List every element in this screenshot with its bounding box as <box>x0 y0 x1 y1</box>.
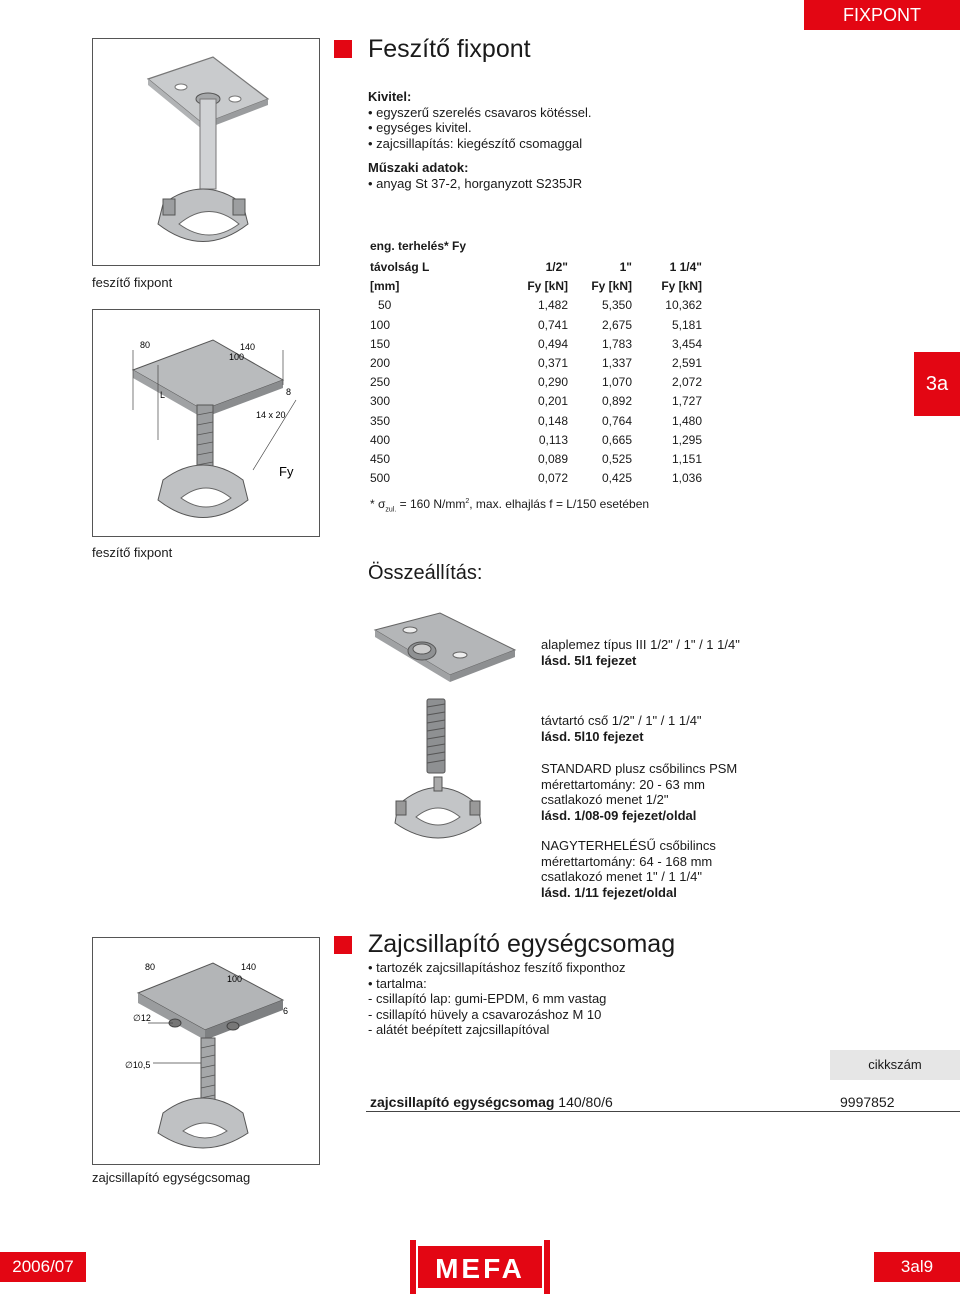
load-cell: 0,148 <box>537 413 568 428</box>
load-cell: 1,070 <box>601 375 632 390</box>
kivitel-list <box>368 105 788 152</box>
footnote-star: * σ <box>370 497 386 512</box>
spacer-tube-image <box>425 697 447 780</box>
item-ref: lásd. 1/11 fejezet/oldal <box>541 884 677 900</box>
item-text: csatlakozó menet 1/2" <box>541 792 669 807</box>
order-name: zajcsillapító egységcsomag <box>370 1094 555 1110</box>
load-cell: 3,454 <box>671 336 702 351</box>
kivitel-item: • zajcsillapítás: kiegészítő csomaggal <box>368 136 788 152</box>
item-text: távtartó cső 1/2" / 1" / 1 1/4" <box>541 713 702 728</box>
dim-L: L <box>160 390 166 400</box>
footer-date: 2006/07 <box>0 1252 86 1282</box>
item-text: mérettartomány: 64 - 168 mm <box>541 853 713 869</box>
table-row <box>370 392 702 411</box>
load-cell: 0,072 <box>537 471 568 486</box>
distance-cell: 150 <box>370 336 391 351</box>
footnote <box>370 497 710 513</box>
distance-cell: 500 <box>370 471 391 486</box>
dim-140: 140 <box>240 342 256 352</box>
technical-drawing <box>92 309 320 537</box>
base-plate-image <box>370 605 520 690</box>
kivitel-item: • egységes kivitel. <box>368 120 788 136</box>
table-row <box>370 469 702 488</box>
load-table-block <box>370 239 710 514</box>
load-cell: 1,337 <box>601 356 632 371</box>
damping-sub-item: - csillapító hüvely a csavarozáshoz M 10 <box>368 1006 602 1022</box>
damping-caption: zajcsillapító egységcsomag <box>92 1170 251 1185</box>
header-cell: Fy [kN] <box>591 279 632 294</box>
load-cell: 2,675 <box>601 317 632 332</box>
item-text: mérettartomány: 20 - 63 mm <box>541 776 705 792</box>
tech-list <box>368 176 788 192</box>
order-line <box>370 1094 613 1110</box>
item-text: csatlakozó menet 1" / 1 1/4" <box>541 869 702 884</box>
table-unit-row <box>370 277 702 296</box>
load-cell: 1,151 <box>671 452 702 467</box>
header-cell: [mm] <box>370 279 400 294</box>
load-cell: 2,591 <box>671 356 702 371</box>
footnote-value: = 160 N/mm <box>396 497 466 512</box>
pipe-clamp-image <box>388 775 488 852</box>
load-cell: 1,783 <box>601 336 632 351</box>
load-cell: 1,295 <box>671 432 702 447</box>
load-cell: 0,741 <box>537 317 568 332</box>
distance-cell: 250 <box>370 375 391 390</box>
load-cell: 10,362 <box>665 298 702 313</box>
kivitel-heading: Kivitel: <box>368 89 412 104</box>
load-cell: 1,727 <box>671 394 702 409</box>
table-row <box>370 412 702 431</box>
product-photo <box>92 38 320 266</box>
damping-item: • tartozék zajcsillapításhoz feszítő fixponthoz <box>368 960 788 976</box>
load-cell: 5,181 <box>671 317 702 332</box>
table-row <box>370 450 702 469</box>
distance-cell: 350 <box>370 413 391 428</box>
logo-text: MEFA <box>435 1253 525 1284</box>
tech-item: • anyag St 37-2, horganyzott S235JR <box>368 176 788 192</box>
load-cell: 0,113 <box>538 432 568 447</box>
dim-140: 140 <box>241 962 257 972</box>
dim-100: 100 <box>227 974 243 984</box>
load-cell: 0,201 <box>537 394 568 409</box>
order-size: 140/80/6 <box>558 1094 613 1110</box>
footnote-rest: , max. elhajlás f = L/150 esetében <box>469 497 650 512</box>
load-cell: 1,480 <box>671 413 702 428</box>
damping-drawing <box>92 937 320 1165</box>
distance-cell: 100 <box>370 317 391 332</box>
damping-description <box>368 960 788 1038</box>
mefa-logo <box>410 1240 550 1294</box>
load-cell: 0,665 <box>601 432 632 447</box>
item-text: alaplemez típus III 1/2" / 1" / 1 1/4" <box>541 637 740 652</box>
dim-100: 100 <box>229 352 245 362</box>
item-ref: lásd. 5l10 fejezet <box>541 728 644 744</box>
table-row <box>370 431 702 450</box>
dim-80: 80 <box>140 340 151 350</box>
assembly-heading: Összeállítás: <box>368 562 483 584</box>
distance-cell: 50 <box>378 298 392 313</box>
distance-cell: 450 <box>370 452 391 467</box>
table-row <box>370 316 702 335</box>
damping-sub-item: - alátét beépített zajcsillapítóval <box>368 1022 550 1037</box>
photo-caption: feszítő fixpont <box>92 275 173 290</box>
table-row <box>370 335 702 354</box>
chapter-tab: 3a <box>914 352 960 416</box>
footnote-sub: zul. <box>385 506 397 514</box>
page-title: Feszítő fixpont <box>368 35 531 63</box>
item-text: NAGYTERHELÉSŰ csőbilincs <box>541 838 716 853</box>
assembly-item-base-plate <box>541 637 740 668</box>
table-row <box>370 296 702 315</box>
article-number: 9997852 <box>840 1094 895 1110</box>
item-ref: lásd. 1/08-09 fejezet/oldal <box>541 807 697 823</box>
distance-cell: 200 <box>370 356 391 371</box>
assembly-item-spacer-tube <box>541 713 702 744</box>
load-cell: 0,089 <box>537 452 568 467</box>
damping-list <box>368 960 788 991</box>
load-cell: 0,892 <box>601 394 632 409</box>
load-cell: 5,350 <box>601 298 632 313</box>
load-cell: 0,494 <box>537 336 568 351</box>
damping-title-marker <box>334 936 352 954</box>
header-cell: 1 1/4" <box>669 260 702 274</box>
tech-heading: Műszaki adatok: <box>368 160 469 175</box>
drawing-caption: feszítő fixpont <box>92 545 173 560</box>
header-cell: Fy [kN] <box>661 279 702 294</box>
table-row <box>370 354 702 373</box>
header-cell: Fy [kN] <box>527 279 568 294</box>
damping-sub-item: - csillapító lap: gumi-EPDM, 6 mm vastag <box>368 991 607 1006</box>
assembly-item-standard-clamp <box>541 761 737 823</box>
load-cell: 0,290 <box>537 375 568 390</box>
description <box>368 89 788 191</box>
distance-cell: 400 <box>370 432 391 447</box>
item-text: STANDARD plusz csőbilincs PSM <box>541 761 738 776</box>
article-label: cikkszám <box>830 1050 960 1080</box>
order-row-rule <box>366 1111 960 1112</box>
load-cell: 0,371 <box>537 356 568 371</box>
load-table <box>370 258 702 488</box>
assembly-item-heavy-clamp <box>541 838 716 900</box>
load-cell: 2,072 <box>671 375 702 390</box>
load-cell: 1,036 <box>671 471 702 486</box>
header-cell: 1" <box>619 260 632 274</box>
load-cell: 0,525 <box>601 452 632 467</box>
distance-cell: 300 <box>370 394 391 409</box>
table-row <box>370 373 702 392</box>
load-table-title: eng. terhelés* Fy <box>370 239 467 253</box>
section-tag: FIXPONT <box>804 0 960 30</box>
header-cell: 1/2" <box>545 260 568 274</box>
damping-title: Zajcsillapító egységcsomag <box>368 930 676 958</box>
header-cell: távolság L <box>370 260 430 274</box>
force-label: Fy <box>279 464 294 479</box>
title-marker <box>334 40 352 58</box>
dim-80: 80 <box>145 962 156 972</box>
load-cell: 0,425 <box>601 471 632 486</box>
dim-d105: ∅10,5 <box>125 1060 151 1070</box>
dim-8: 8 <box>286 387 292 397</box>
item-ref: lásd. 5l1 fejezet <box>541 652 637 668</box>
load-cell: 1,482 <box>537 298 568 313</box>
footnote-sup: 2 <box>465 498 470 506</box>
dim-d12: ∅12 <box>133 1013 151 1023</box>
kivitel-item: • egyszerű szerelés csavaros kötéssel. <box>368 105 788 121</box>
dim-slot: 14 x 20 <box>256 410 286 420</box>
table-header-row <box>370 258 702 277</box>
dim-6: 6 <box>283 1006 289 1016</box>
damping-item: • tartalma: <box>368 976 788 992</box>
load-cell: 0,764 <box>601 413 632 428</box>
footer-page-number: 3al9 <box>874 1252 960 1282</box>
